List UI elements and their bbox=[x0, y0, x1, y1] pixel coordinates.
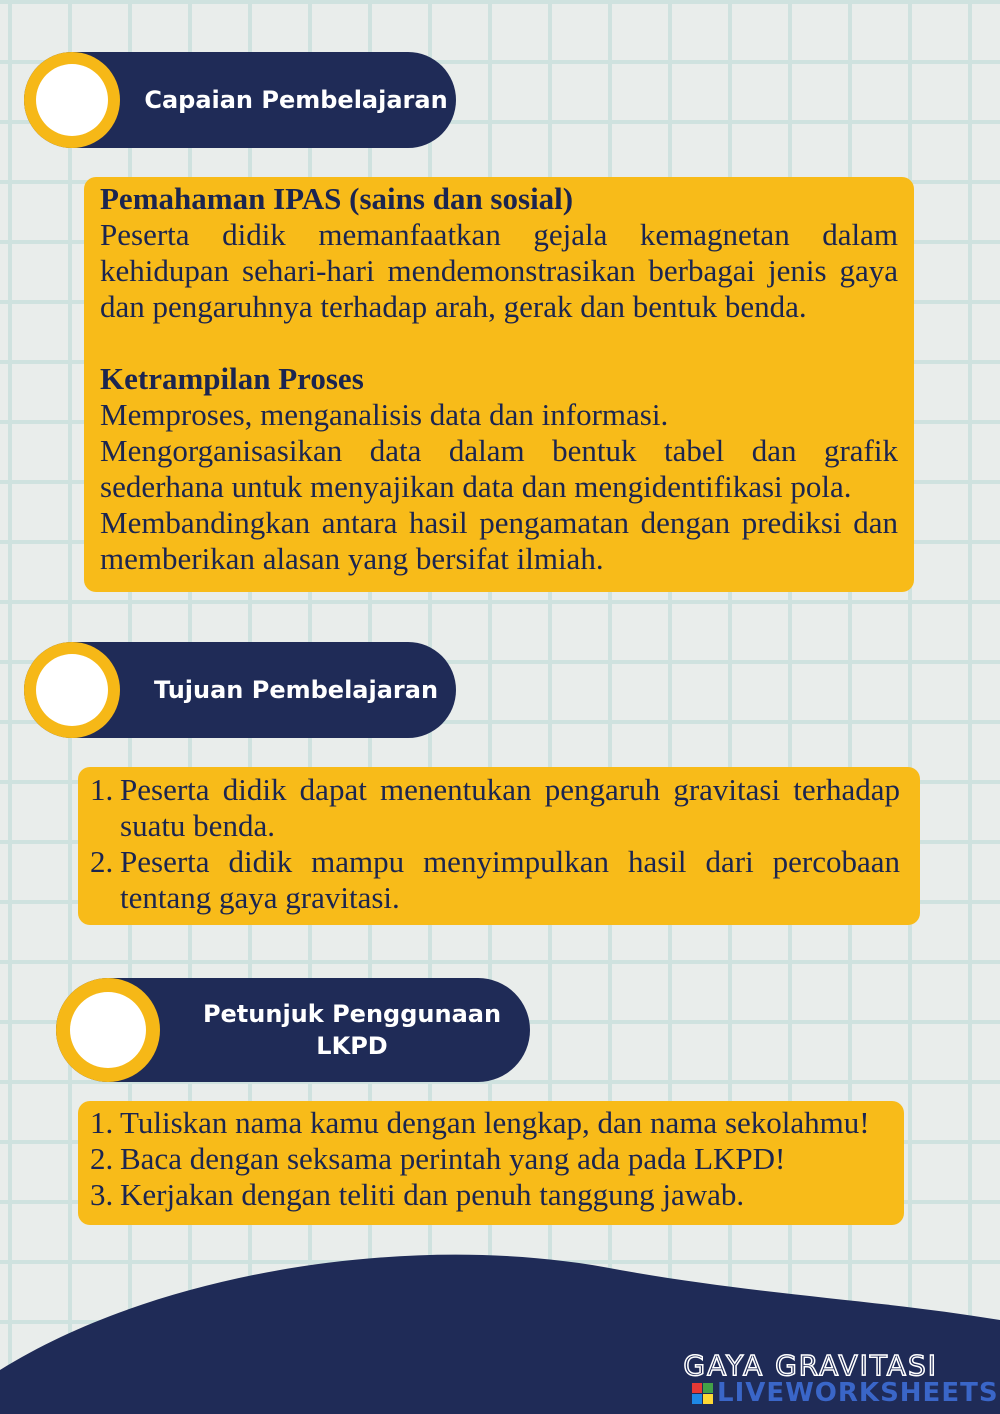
paragraph-memproses: Memproses, menganalisis data dan informasi. bbox=[100, 397, 669, 432]
liveworksheets-watermark[interactable] bbox=[692, 1378, 999, 1408]
item-number: 2. bbox=[90, 844, 114, 879]
watermark-text: LIVEWORKSHEETS bbox=[717, 1378, 999, 1408]
section-header-tujuan bbox=[24, 642, 456, 738]
section-title-line2: LKPD bbox=[316, 1032, 388, 1060]
item-number: 1. bbox=[90, 772, 114, 807]
list-item bbox=[90, 1141, 888, 1177]
petunjuk-list bbox=[90, 1105, 888, 1213]
heading-ketrampilan: Ketrampilan Proses bbox=[100, 361, 364, 396]
item-text: Kerjakan dengan teliti dan penuh tanggung jawab. bbox=[120, 1177, 745, 1212]
circle-badge-icon bbox=[56, 978, 160, 1082]
section-header-capaian bbox=[24, 52, 456, 148]
section-title bbox=[174, 978, 530, 1082]
circle-badge-icon bbox=[24, 642, 120, 738]
item-text: Peserta didik dapat menentukan pengaruh gravitasi terhadap suatu benda. bbox=[120, 772, 900, 843]
list-item bbox=[90, 1177, 888, 1213]
list-item bbox=[90, 772, 900, 844]
paragraph-membandingkan: Membandingkan antara hasil pengamatan dengan prediksi dan memberikan alasan yang bersifat ilmiah. bbox=[100, 505, 898, 576]
section-header-petunjuk bbox=[56, 978, 530, 1082]
heading-pemahaman: Pemahaman IPAS (sains dan sosial) bbox=[100, 181, 574, 216]
list-item bbox=[90, 844, 900, 916]
item-number: 1. bbox=[90, 1105, 114, 1140]
section-title: Capaian Pembelajaran bbox=[144, 86, 448, 114]
paragraph-mengorganisasikan: Mengorganisasikan data dalam bentuk tabel dan grafik sederhana untuk menyajikan data dan mengidentifikasi pola. bbox=[100, 433, 898, 504]
item-text: Tuliskan nama kamu dengan lengkap, dan nama sekolahmu! bbox=[120, 1105, 870, 1140]
list-item bbox=[90, 1105, 888, 1141]
section-title: Tujuan Pembelajaran bbox=[153, 676, 439, 704]
liveworksheets-logo-icon bbox=[692, 1383, 713, 1404]
tujuan-box bbox=[78, 767, 920, 925]
petunjuk-box bbox=[78, 1101, 904, 1225]
capaian-box bbox=[84, 177, 914, 592]
item-text: Baca dengan seksama perintah yang ada pada LKPD! bbox=[120, 1141, 786, 1176]
tujuan-list bbox=[90, 772, 900, 916]
item-number: 3. bbox=[90, 1177, 114, 1212]
item-text: Peserta didik mampu menyimpulkan hasil dari percobaan tentang gaya gravitasi. bbox=[120, 844, 900, 915]
circle-badge-icon bbox=[24, 52, 120, 148]
paragraph-pemahaman: Peserta didik memanfaatkan gejala kemagnetan dalam kehidupan sehari-hari mendemonstrasikan berbagai jenis gaya dan pengaruhnya terhadap arah, gerak dan bentuk benda. bbox=[100, 217, 898, 324]
section-title-line1: Petunjuk Penggunaan bbox=[202, 1000, 502, 1028]
footer-title: GAYA GRAVITASI bbox=[683, 1349, 938, 1382]
item-number: 2. bbox=[90, 1141, 114, 1176]
